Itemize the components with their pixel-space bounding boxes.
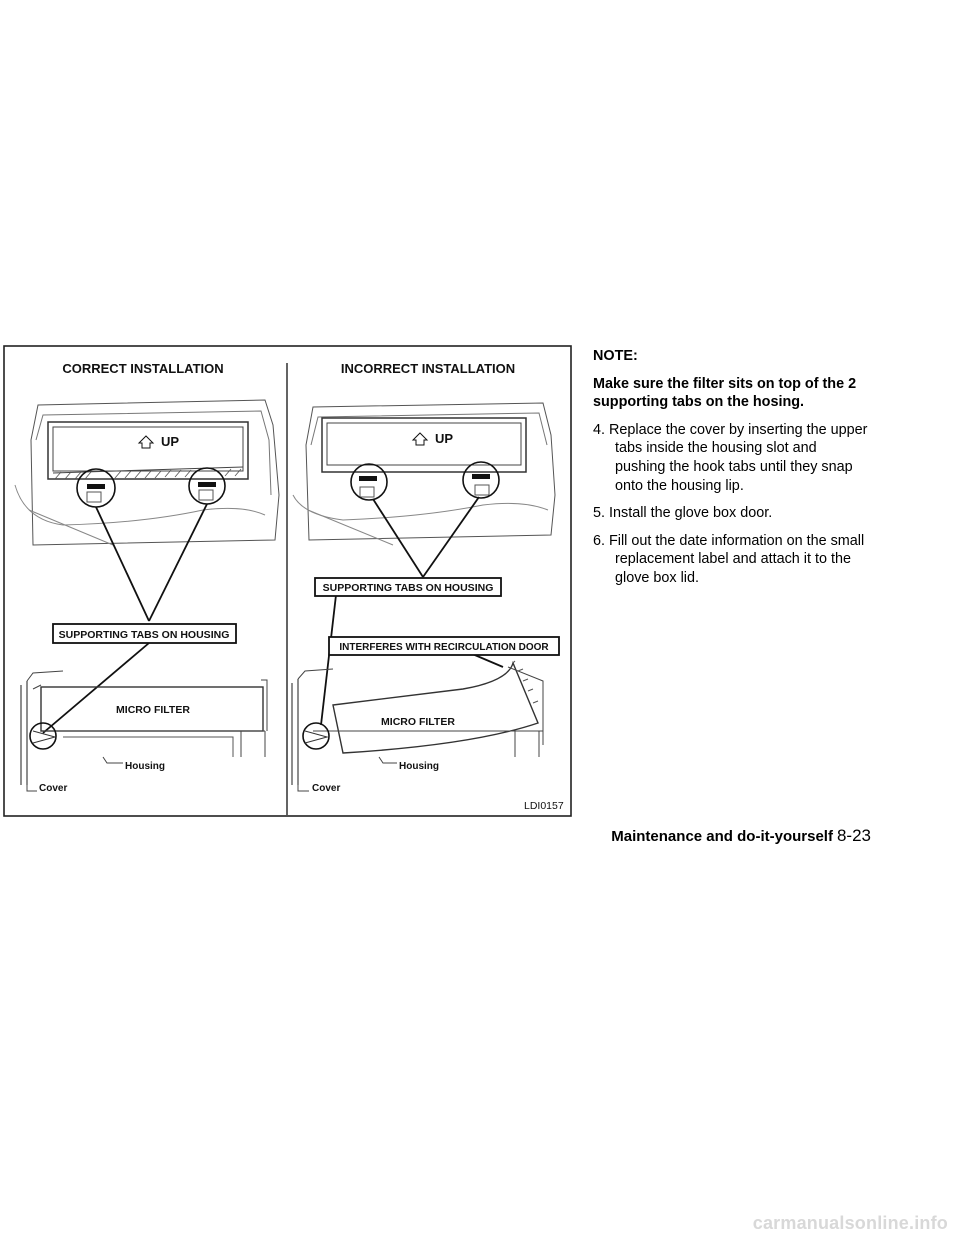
- right-cover-label: Cover: [312, 783, 341, 794]
- page-footer: [593, 826, 871, 846]
- note-heading: NOTE:: [593, 348, 638, 364]
- left-micro-filter-label: MICRO FILTER: [116, 704, 190, 716]
- note-body: Make sure the filter sits on top of the 2 supporting tabs on the hosing.: [593, 375, 857, 411]
- right-housing-label: Housing: [399, 761, 439, 772]
- figure-id: LDI0157: [524, 800, 564, 812]
- section-title: Maintenance and do-it-yourself: [611, 828, 833, 845]
- left-supporting-tabs-callout: SUPPORTING TABS ON HOUSING: [58, 629, 230, 641]
- step-6: 6. Fill out the date information on the small replacement label and attach it to the glove box lid.: [593, 532, 865, 586]
- right-micro-filter-label: MICRO FILTER: [381, 716, 455, 728]
- left-up-label: UP: [161, 434, 180, 449]
- installation-figure: [3, 345, 572, 817]
- incorrect-installation-title: INCORRECT INSTALLATION: [340, 361, 516, 376]
- right-up-label: UP: [435, 431, 454, 446]
- interference-callout: INTERFERES WITH RECIRCULATION DOOR: [339, 642, 549, 653]
- instructions-column: [593, 347, 871, 597]
- left-cover-label: Cover: [39, 783, 68, 794]
- watermark: carmanualsonline.info: [752, 1213, 948, 1233]
- step-4: 4. Replace the cover by inserting the upper tabs inside the housing slot and pushing the hook tabs until they snap onto the housing lip.: [593, 421, 868, 494]
- page-number: 8-23: [836, 826, 871, 845]
- step-5: 5. Install the glove box door.: [593, 505, 773, 522]
- correct-installation-title: CORRECT INSTALLATION: [62, 361, 224, 376]
- right-supporting-tabs-callout: SUPPORTING TABS ON HOUSING: [322, 582, 494, 594]
- left-housing-label: Housing: [125, 761, 165, 772]
